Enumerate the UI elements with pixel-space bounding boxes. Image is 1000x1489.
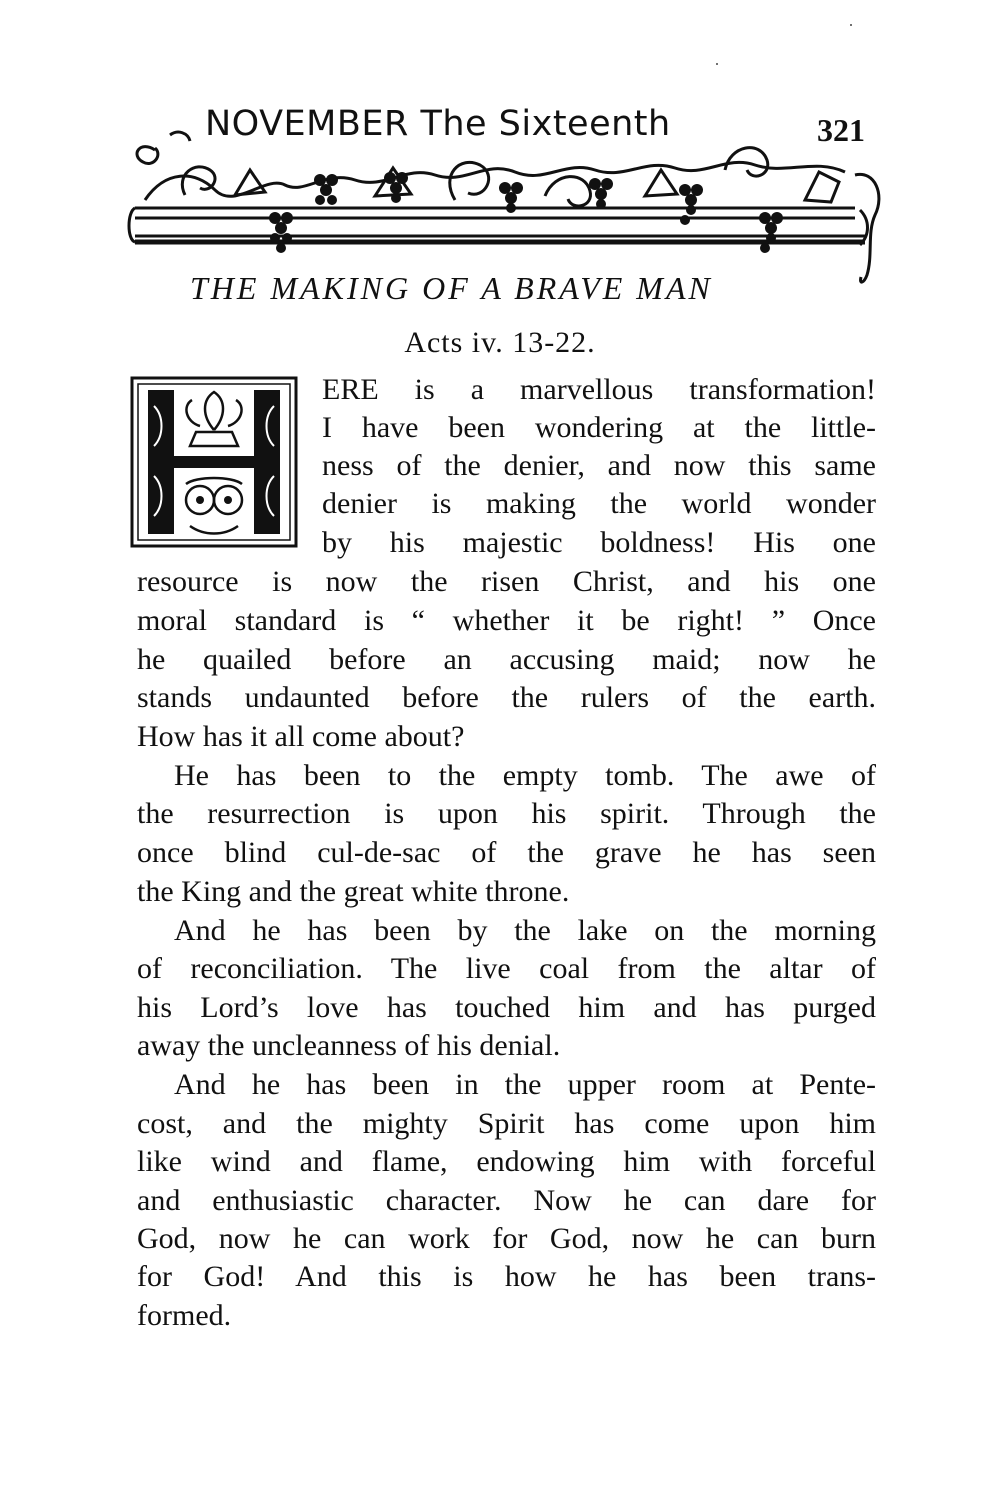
body-text-line: ness of the denier, and now this same bbox=[322, 449, 876, 482]
page-number: 321 bbox=[817, 112, 865, 148]
running-header-title: NOVEMBER The Sixteenth bbox=[205, 104, 671, 144]
body-text-line: How has it all come about? bbox=[137, 720, 465, 753]
body-text-line: formed. bbox=[137, 1299, 232, 1332]
body-text-line: the King and the great white throne. bbox=[137, 875, 570, 908]
chapter-title: THE MAKING OF A BRAVE MAN bbox=[190, 270, 713, 306]
body-text-line: cost, and the mighty Spirit has come upon him bbox=[137, 1107, 876, 1140]
body-text-line: like wind and flame, endowing him with forceful bbox=[137, 1145, 876, 1178]
print-speck bbox=[716, 63, 718, 65]
ornamental-drop-cap bbox=[130, 376, 298, 548]
grape-vine-ornament bbox=[125, 100, 885, 285]
body-text-line: He has been to the empty tomb. The awe of bbox=[174, 759, 876, 792]
body-text-line: his Lord’s love has touched him and has purged bbox=[137, 991, 876, 1024]
body-text-line: away the uncleanness of his denial. bbox=[137, 1029, 561, 1062]
body-text-line: God, now he can work for God, now he can burn bbox=[137, 1222, 876, 1255]
body-text-line: of reconciliation. The live coal from the altar of bbox=[137, 952, 876, 985]
body-text-line: once blind cul-de-sac of the grave he has seen bbox=[137, 836, 876, 869]
body-text-line: he quailed before an accusing maid; now he bbox=[137, 643, 876, 676]
body-text-line: and enthusiastic character. Now he can dare for bbox=[137, 1184, 876, 1217]
body-text-line: moral standard is “ whether it be right! ” Once bbox=[137, 604, 876, 637]
body-text-line: the resurrection is upon his spirit. Through the bbox=[137, 797, 876, 830]
body-text-line: denier is making the world wonder bbox=[322, 487, 876, 520]
print-speck bbox=[850, 24, 852, 26]
body-text-line: And he has been in the upper room at Pente- bbox=[174, 1068, 876, 1101]
body-text-line: by his majestic boldness! His one bbox=[322, 526, 876, 559]
body-text-line: ERE is a marvellous transformation! bbox=[322, 373, 876, 406]
body-text-line: stands undaunted before the rulers of the earth. bbox=[137, 681, 876, 714]
body-text-line: And he has been by the lake on the morning bbox=[174, 914, 876, 947]
scripture-reference: Acts iv. 13-22. bbox=[404, 326, 596, 359]
body-text-line: resource is now the risen Christ, and his one bbox=[137, 565, 876, 598]
body-text-line: for God! And this is how he has been trans- bbox=[137, 1260, 876, 1293]
body-text-line: I have been wondering at the little- bbox=[322, 411, 876, 444]
